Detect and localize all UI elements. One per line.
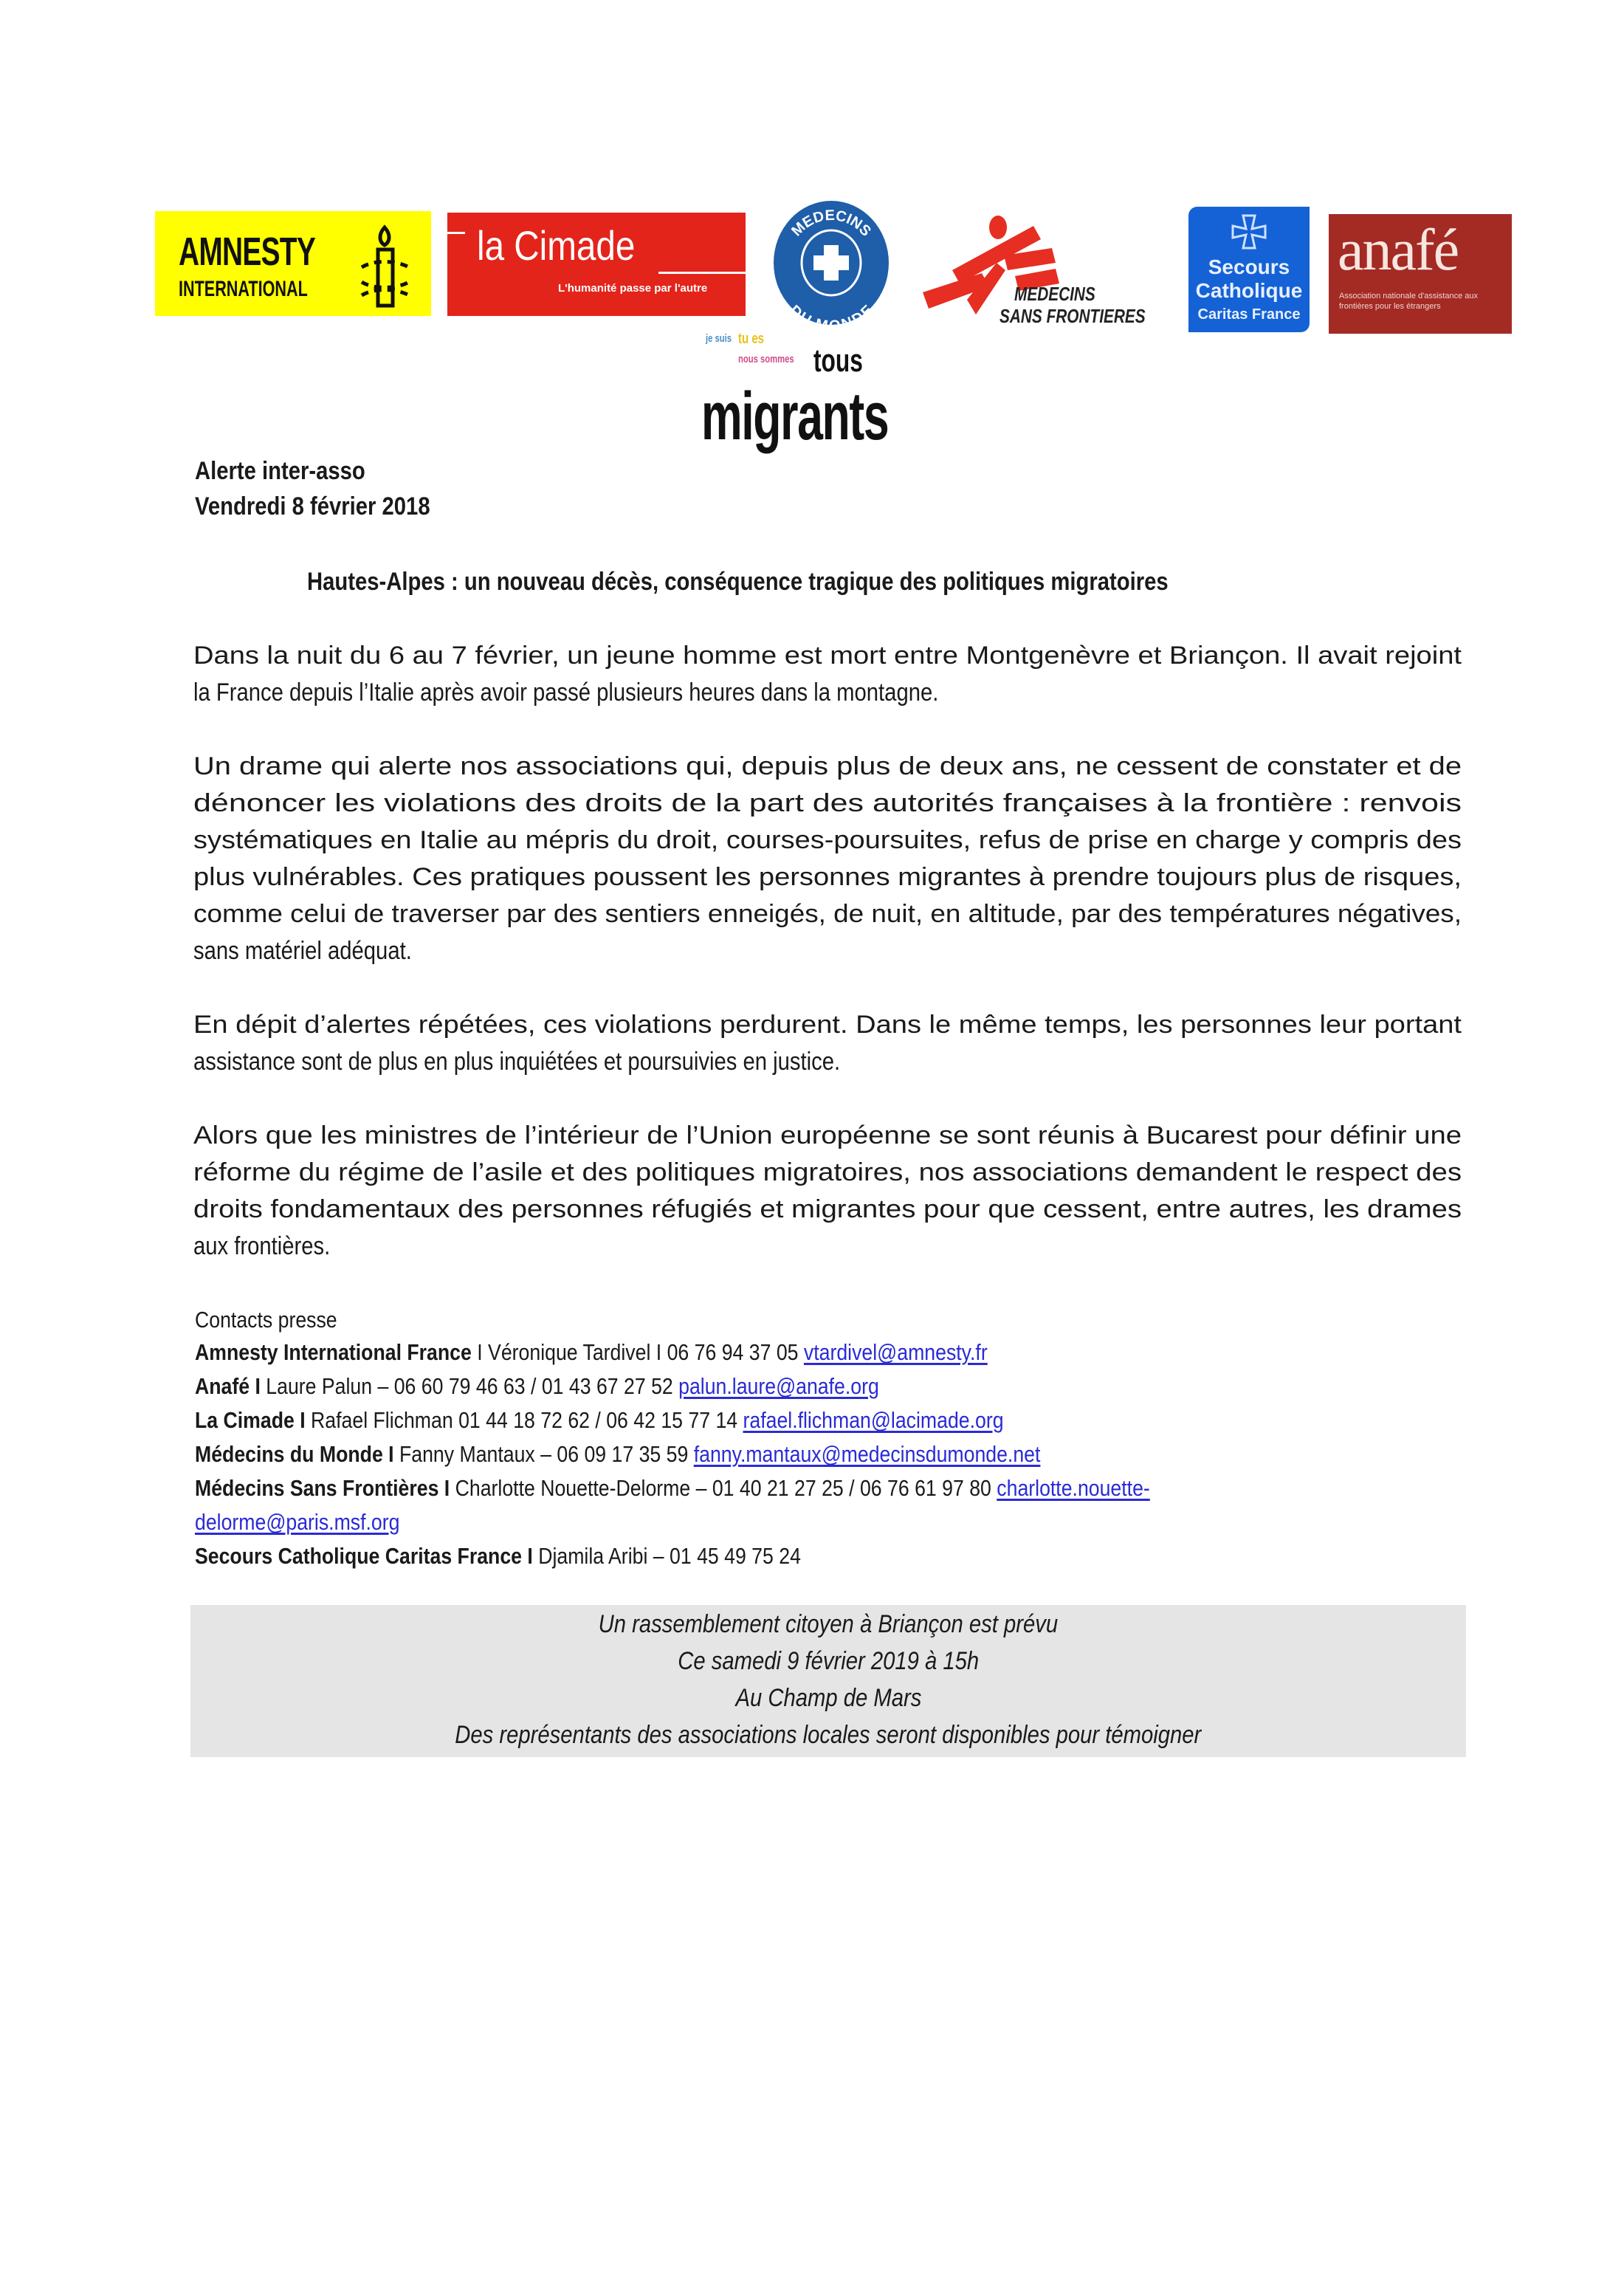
medecins-du-monde-logo <box>772 199 890 326</box>
contact-org: Médecins Sans Frontières I <box>195 1475 450 1501</box>
contact-org: Anafé I <box>195 1373 261 1399</box>
contact-details: Rafael Flichman 01 44 18 72 62 / 06 42 15 77 14 <box>305 1407 743 1433</box>
tm-je-suis: je suis <box>706 332 732 345</box>
cimade-logo-name: la Cimade <box>477 222 636 269</box>
candle-icon <box>351 221 418 310</box>
anafe-logo-name: anafé <box>1338 218 1459 283</box>
tm-migrants: migrants <box>701 379 889 454</box>
contacts-heading: Contacts presse <box>195 1307 337 1333</box>
paragraph-line: réforme du régime de l’asile et des politiques migratoires, nos associations demandent le respect des <box>193 1158 1462 1186</box>
msf-logo-line2: SANS FRONTIERES <box>999 305 1146 327</box>
amnesty-logo-line2: INTERNATIONAL <box>179 277 308 301</box>
contact-details: Charlotte Nouette-Delorme – 01 40 21 27 25 / 06 76 61 97 80 <box>450 1475 997 1501</box>
paragraph-line: assistance sont de plus en plus inquiétées et poursuivies en justice. <box>193 1048 841 1076</box>
paragraph-line: la France depuis l’Italie après avoir passé plusieurs heures dans la montagne. <box>193 678 939 707</box>
cross-icon <box>1228 214 1270 255</box>
contact-email-link[interactable]: charlotte.nouette- <box>997 1475 1150 1501</box>
tm-tu-es: tu es <box>738 331 765 347</box>
contact-row <box>195 1372 991 1401</box>
paragraph-line: plus vulnérables. Ces pratiques poussent les personnes migrantes à prendre toujours plus de risques, <box>193 863 1462 891</box>
la-cimade-logo <box>447 213 746 316</box>
contact-org: Secours Catholique Caritas France I <box>195 1543 533 1569</box>
contact-email-link[interactable]: rafael.flichman@lacimade.org <box>743 1407 1004 1433</box>
paragraph-line: systématiques en Italie au mépris du droit, courses-poursuites, refus de prise en charge y compris des <box>193 826 1462 854</box>
paragraph-line: droits fondamentaux des personnes réfugiés et migrantes pour que cessent, entre autres, les drames <box>193 1195 1462 1223</box>
contact-details: Fanny Mantaux – 06 09 17 35 59 <box>393 1441 694 1467</box>
alert-label: Alerte inter-asso <box>195 457 365 485</box>
contact-details: Djamila Aribi – 01 45 49 75 24 <box>532 1543 801 1569</box>
event-line: Au Champ de Mars <box>735 1684 921 1712</box>
contact-row <box>195 1440 1178 1469</box>
event-announcement-box <box>190 1605 1466 1757</box>
contact-org: Médecins du Monde I <box>195 1441 394 1467</box>
paragraph-line: dénoncer les violations des droits de la part des autorités françaises à la frontière : renvois <box>193 789 1462 817</box>
contact-email-link[interactable]: palun.laure@anafe.org <box>678 1373 879 1399</box>
mdm-logo-bottom-text: DU MONDE <box>786 302 876 326</box>
contact-details: Laure Palun – 06 60 79 46 63 / 01 43 67 27 52 <box>260 1373 679 1399</box>
mdm-logo-top-text: MEDECINS <box>788 207 875 240</box>
event-line: Des représentants des associations locales seront disponibles pour témoigner <box>455 1721 1202 1749</box>
secours-logo-line2: Catholique <box>1195 279 1303 302</box>
contact-row <box>195 1338 1117 1367</box>
medecins-sans-frontieres-logo <box>923 211 1174 337</box>
paragraph-line: aux frontières. <box>193 1232 331 1260</box>
event-line: Ce samedi 9 février 2019 à 15h <box>678 1647 979 1675</box>
anafe-logo-subtitle: Association nationale d'assistance aux frontières pour les étrangers <box>1339 292 1478 311</box>
contact-email-link-continued[interactable]: delorme@paris.msf.org <box>195 1509 400 1535</box>
paragraph-line: En dépit d’alertes répétées, ces violations perdurent. Dans le même temps, les personnes leur portant <box>193 1011 1462 1039</box>
msf-logo-line1: MEDECINS <box>1014 283 1095 305</box>
contact-row-continued <box>195 1508 433 1537</box>
event-line: Un rassemblement citoyen à Briançon est prévu <box>598 1610 1059 1638</box>
tm-tous: tous <box>813 343 863 379</box>
paragraph-line: sans matériel adéquat. <box>193 937 412 965</box>
secours-logo-line1: Secours <box>1208 255 1290 278</box>
cimade-logo-line <box>447 232 465 234</box>
contact-row <box>195 1541 900 1571</box>
anafe-logo <box>1329 214 1512 334</box>
paragraph-line: Alors que les ministres de l’intérieur de l’Union européenne se sont réunis à Bucarest pour définir une <box>193 1121 1462 1149</box>
contact-org: Amnesty International France <box>195 1339 472 1365</box>
secours-catholique-logo <box>1188 207 1310 332</box>
medecins-du-monde-emblem-icon <box>772 199 890 326</box>
document-title: Hautes-Alpes : un nouveau décès, conséquence tragique des politiques migratoires <box>307 568 1169 596</box>
amnesty-logo-line1: AMNESTY <box>179 230 316 274</box>
contact-email-link[interactable]: vtardivel@amnesty.fr <box>803 1339 988 1365</box>
amnesty-international-logo <box>155 211 431 316</box>
tm-nous-sommes: nous sommes <box>738 353 794 365</box>
contact-email-link[interactable]: fanny.mantaux@medecinsdumonde.net <box>693 1441 1041 1467</box>
contact-details: I Véronique Tardivel I 06 76 94 37 05 <box>471 1339 804 1365</box>
contact-row <box>195 1474 1305 1503</box>
tous-migrants-logo <box>701 331 923 458</box>
paragraph-line: Un drame qui alerte nos associations qui, depuis plus de deux ans, ne cessent de constater et de <box>193 752 1462 780</box>
contact-row <box>195 1406 1135 1435</box>
secours-logo-line3: Caritas France <box>1197 306 1301 323</box>
alert-date: Vendredi 8 février 2018 <box>195 492 430 520</box>
cimade-logo-underline <box>658 272 746 274</box>
paragraph-line: comme celui de traverser par des sentiers enneigés, de nuit, en altitude, par des températures négatives, <box>193 900 1462 928</box>
cimade-logo-tagline: L'humanité passe par l'autre <box>558 282 708 295</box>
paragraph-line: Dans la nuit du 6 au 7 février, un jeune homme est mort entre Montgenèvre et Briançon. Il avait rejoint <box>193 642 1462 670</box>
contact-org: La Cimade I <box>195 1407 306 1433</box>
